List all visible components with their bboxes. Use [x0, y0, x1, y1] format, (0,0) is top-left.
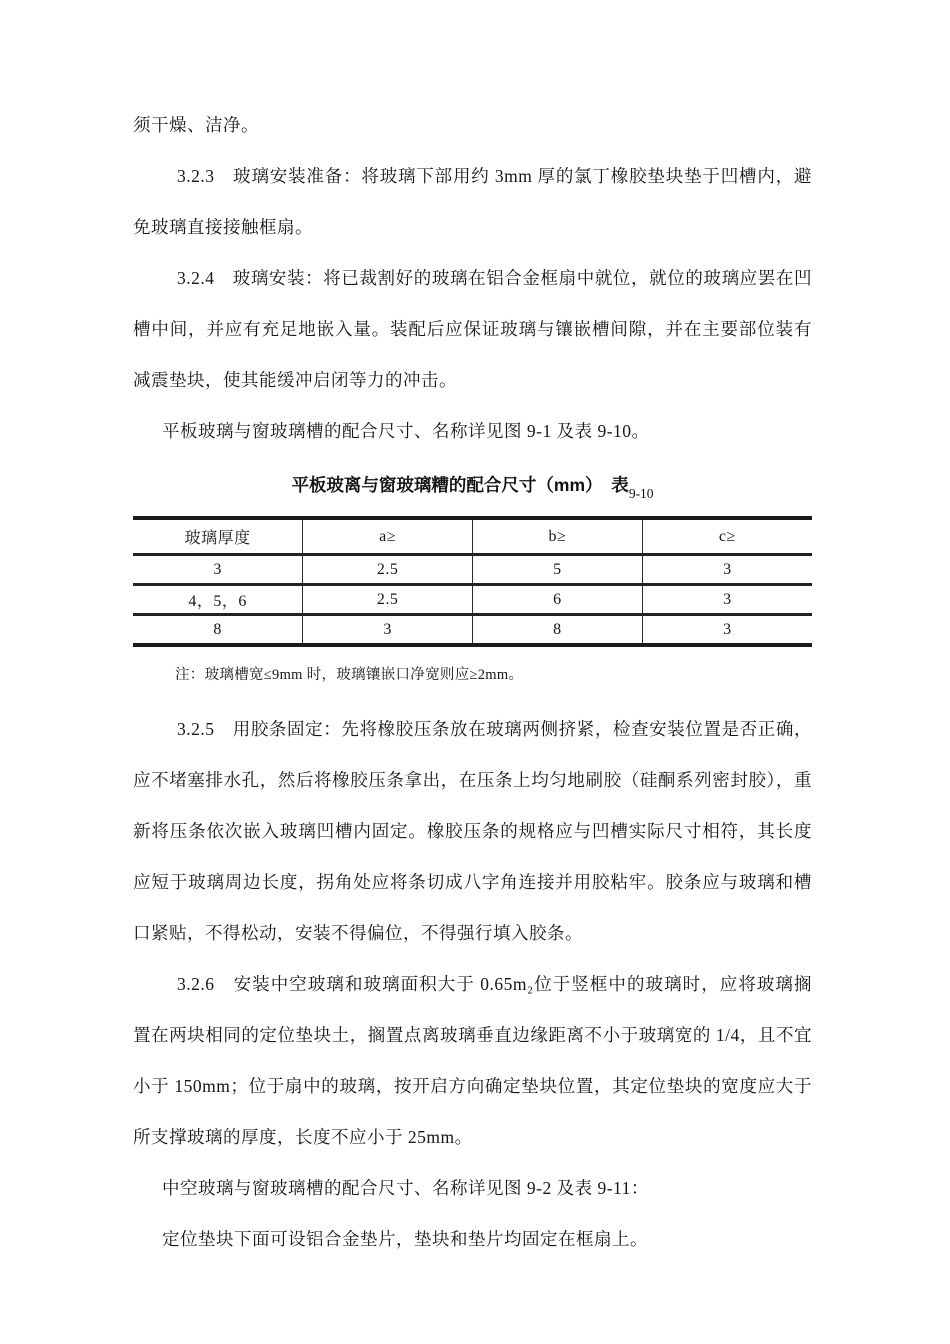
table-title: [133, 466, 812, 513]
header-a: a≥: [303, 518, 473, 555]
paragraph-3-2-5: 3.2.5 用胶条固定：先将橡胶压条放在玻璃两侧挤紧，检查安装位置是否正确，应不堵塞排水孔，然后将橡胶压条拿出，在压条上均匀地刷胶（硅酮系列密封胶），重新将压条依次嵌入玻璃凹槽内固定。橡胶压条的规格应与凹槽实际尺寸相符，其长度应短于玻璃周边长度，拐角处应将条切成八字角连接并用胶粘牢。胶条应与玻璃和槽口紧贴，不得松动，安装不得偏位，不得强行填入胶条。: [133, 719, 812, 943]
table-title-text: 平板玻离与窗玻璃糟的配合尺寸（mm） 表: [291, 475, 629, 495]
table-cell: 8: [213, 620, 222, 638]
paragraph-spacer-note: 定位垫块下面可设铝合金垫片，垫块和垫片均固定在框扇上。: [162, 1229, 648, 1249]
table-number-subscript: 9-10: [628, 486, 654, 501]
paragraph-3-2-3: 3.2.3 玻璃安装准备：将玻璃下部用约 3mm 厚的氯丁橡胶垫块垫于凹槽内，避免玻璃直接接触框扇。: [133, 166, 812, 237]
table-cell: 5: [473, 555, 643, 585]
fit-dimensions-table: [133, 516, 812, 647]
header-glass-thickness: 玻璃厚度: [133, 518, 303, 555]
table-cell: 6: [473, 585, 643, 615]
table-cell: 2.5: [303, 555, 473, 585]
table-cell: 3: [642, 615, 812, 646]
header-b: b≥: [473, 518, 643, 555]
table-header-row: [133, 518, 812, 555]
paragraph-flat-glass-reference: 平板玻璃与窗玻璃槽的配合尺寸、名称详见图 9-1 及表 9-10。: [162, 421, 650, 441]
table-row: [133, 555, 812, 585]
table-cell: 3: [133, 555, 303, 585]
table-cell: 8: [473, 615, 643, 646]
table-cell: 4，5，6: [133, 585, 303, 615]
table-cell: 3: [642, 555, 812, 585]
table-cell: 2.5: [303, 585, 473, 615]
paragraph-3-2-4: 3.2.4 玻璃安装：将已裁割好的玻璃在铝合金框扇中就位，就位的玻璃应罢在凹槽中间，并应有充足地嵌入量。装配后应保证玻璃与镶嵌槽间隙，并在主要部位装有减震垫块，使其能缓冲启闭等力的冲击。: [133, 268, 812, 390]
paragraph-3-2-6: 3.2.6 安装中空玻璃和玻璃面积大于 0.65m₂位于竖框中的玻璃时，应将玻璃搁置在两块相同的定位垫块土，搁置点离玻璃垂直边缘距离不小于玻璃宽的 1/4，且不宜小于 150mm；位于扇中的玻璃，按开启方向确定垫块位置，其定位垫块的宽度应大于所支撑玻璃的厚度，长度不应小于 25mm。: [133, 974, 812, 1147]
table-cell: 3: [642, 585, 812, 615]
paragraph-hollow-glass-reference: 中空玻璃与窗玻璃槽的配合尺寸、名称详见图 9-2 及表 9-11：: [162, 1178, 649, 1198]
table-row: [133, 615, 812, 646]
paragraph-dry-clean: 须干燥、洁净。: [133, 115, 259, 135]
table-note: 注：玻璃槽宽≤9mm 时，玻璃镶嵌口净宽则应≥2mm。: [175, 667, 524, 683]
table-row: [133, 585, 812, 615]
header-c: c≥: [642, 518, 812, 555]
table-cell: 3: [303, 615, 473, 646]
